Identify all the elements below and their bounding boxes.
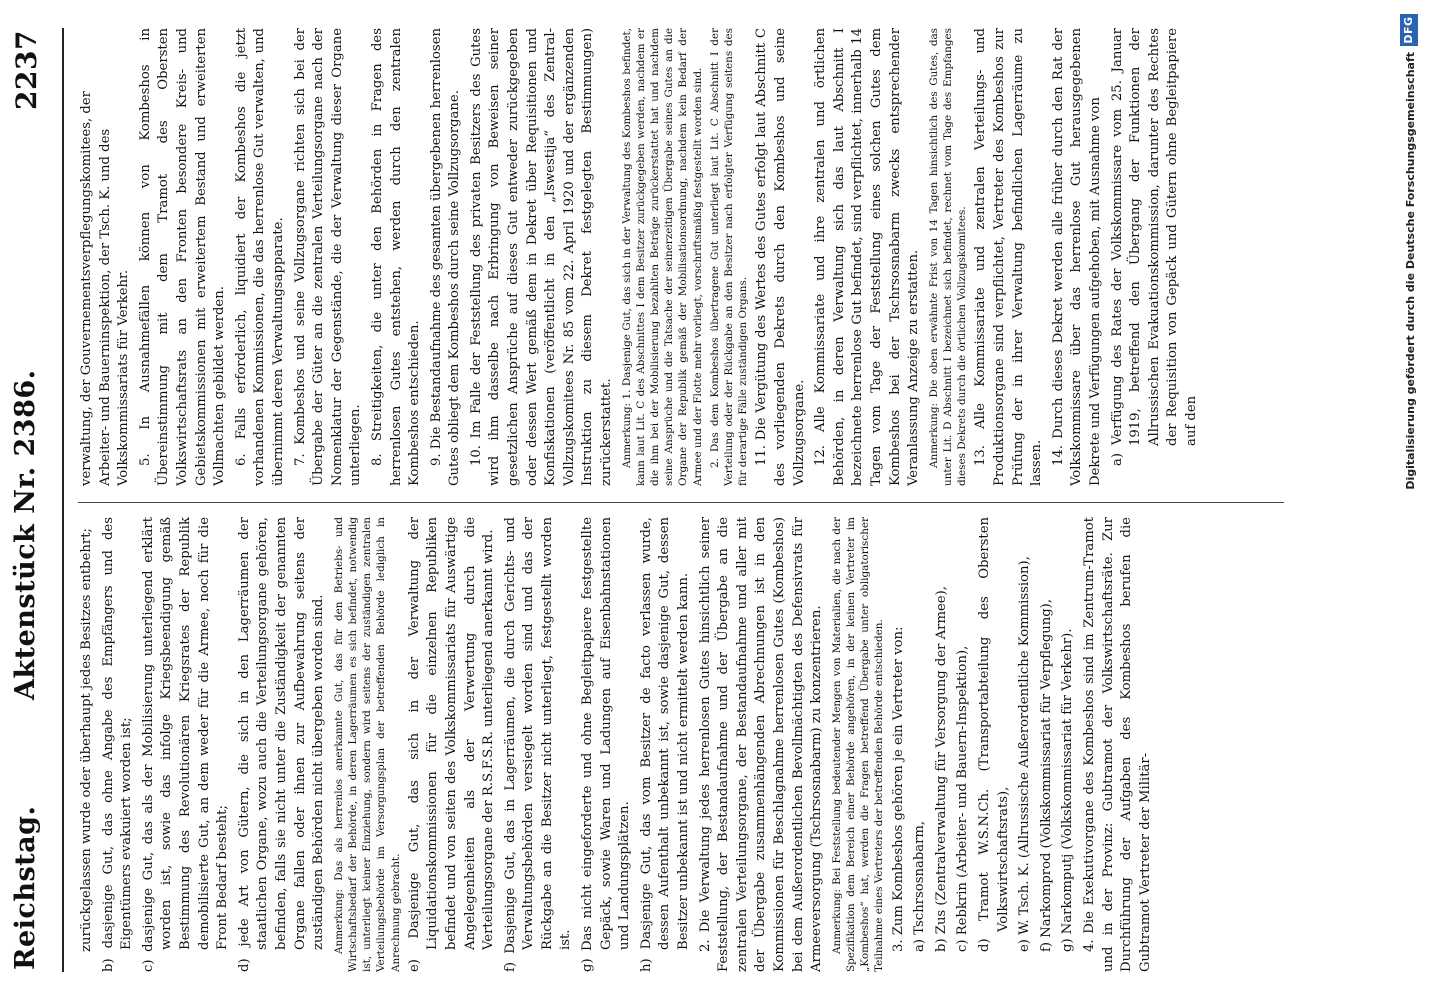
right-column-paragraph: 7. Kombeshos und seine Vollzugsorgane richten sich bei der Übergabe der Güter an die zentralen Verteilungsorgane nach der Nomenklatur der Gegenstände, die der Verwaltung dieser Organe unterliegen. [292,28,364,486]
header-institution: Reichstag. [10,805,41,970]
dfg-logo: DFG [1400,14,1418,46]
left-column-paragraph: c) Rebkrin (Arbeiter- und Bauern-Inspektion), [955,645,971,952]
digitization-note: Digitalisierung gefördert durch die Deutsche Forschungsgemeinschaft [1404,52,1417,490]
right-column-paragraph: verwaltung, der Gouvernementsverpflegungskomitees, der Arbeiter- und Bauerninspektion, der Tsch. K. und des Volkskommissariats für Verkehr. [79,91,132,486]
left-column-paragraph: Anmerkung: Das als herrenlos anerkannte Gut, das für den Betriebs- und Wirtschaftsbedarf der Behörde, in deren Lagerräumen es sich befindet, notwendig ist, unterliegt keiner Einziehung, sondern wird seitens der zuständigen zentralen Verteilungsbehörde im Versorgungsplan der betreffenden Behörde lediglich in Anrechnung gebracht. [332,517,402,972]
left-column-paragraph: zurückgelassen wurde oder überhaupt jedes Besitzes entbehrt; [79,528,94,952]
left-column-paragraph: e) Dasjenige Gut, das sich in der Verwaltung der Liquidationskommissionen für die einzelnen Republiken befindet und von seiten des Volkskommissariats für Auswärtige Angelegenheiten als der Verwertung durch die Verteilungsorgane der R.S.F.S.R. unterliegend anerkannt wird. [406,517,497,972]
left-column-paragraph: b) dasjenige Gut, das ohne Angabe des Empfängers und des Eigentümers evakuiert worden ist; [100,517,135,972]
page-number: 2237 [10,30,43,110]
page-header [0,0,60,1000]
left-column-paragraph: 4. Die Exekutivorgane des Kombeshos sind im Zentrum-Tramot und in der Provinz: Gubtramot der Volkswirtschaftsräte. Zur Durchführung der Aufgaben des Kombeshos berufen die Gubtramot Vertreter der Militär- [1081,517,1153,972]
right-column-paragraph: 12. Alle Kommissariate und ihre zentralen und örtlichen Behörden, in deren Verwaltung sich das laut Abschnitt I bezeichnete herrenlose Gut befindet, sind verpflichtet, innerhalb 14 Tagen vom Tage der Feststellung eines solchen Gutes dem Kombeshos bei der Tschrsosnabarm zwecks entsprechender Veranlassung Anzeige zu erstatten. [813,28,922,486]
left-text-column [78,517,1284,972]
right-column-paragraph: 8. Streitigkeiten, die unter den Behörden in Fragen des herrenlosen Gutes entstehen, werden durch den zentralen Kombeshos entschieden. [369,28,423,486]
right-column-paragraph: Anmerkung: Die oben erwähnte Frist von 14 Tagen hinsichtlich des Gutes, das unter Lit. D Abschnitt I bezeichnet sich befindet, rechnet vom Tage des Empfanges dieses Dekrets durch die örtlichen Vollzugskomitees. [927,28,969,486]
left-column-paragraph: g) Narkomputj (Volkskommissariat für Verkehr). [1060,628,1076,952]
right-column-paragraph: 14. Durch dieses Dekret werden alle früher durch den Rat der Volkskommissare über das herrenlose Gut herausgegebenen Dekrete und Verfügungen aufgehoben, mit Ausnahme von [1050,28,1103,486]
page-footer [1386,0,1434,1000]
right-column-paragraph: 5. In Ausnahmefällen können von Kombeshos in Übereinstimmung mit dem Tramot des Obersten Volkswirtschaftsrats an den Fronten besondere Kreis- und Gebietskommissionen mit erweitertem Bestand und erweiterten Vollmachten gebildet werden. [137,28,228,486]
left-column-paragraph: h) Dasjenige Gut, das vom Besitzer de facto verlassen wurde, dessen Aufenthalt unbekannt ist, sowie dasjenige Gut, dessen Besitzer unbekannt ist und nicht ermittelt werden kann. [638,517,692,972]
right-column-paragraph: 6. Falls erforderlich, liquidiert der Kombeshos die jetzt vorhandenen Kommissionen, die das herrenlose Gut verwalten, und übernimmt deren Verwaltungsapparate. [233,28,286,486]
left-column-paragraph: d) jede Art von Gütern, die sich in den Lagerräumen der staatlichen Organe, wozu auch die Verteilungsorgane gehören, befinden, falls sie nicht unter die Zuständigkeit der genannten Organe fallen oder ihnen zur Aufbewahrung seitens der zuständigen Behörden nicht übergeben worden sind. [236,517,327,972]
header-rule [62,28,64,972]
left-column-paragraph: f) Dasjenige Gut, das in Lagerräumen, die durch Gerichts- und Verwaltungsbehörden versiegelt worden sind und das der Rückgabe an die Besitzer nicht unterliegt, festgestellt worden ist. [502,517,574,972]
right-column-paragraph: 13. Alle Kommissariate und zentralen Verteilungs- und Produktionsorgane sind verpflichtet, Vertreter des Kombeshos zur Prüfung der in ihrer Verwaltung befindlichen Lagerräume zu lassen. [973,28,1045,486]
header-document-number: Aktenstück Nr. 2386. [10,369,41,700]
column-separator [78,502,1284,503]
right-column-paragraph: 10. Im Falle der Feststellung des privaten Besitzers des Gutes wird ihm dasselbe nach Erbringung von Beweisen seiner gesetzlichen Ansprüche auf dieses Gut entweder zurückgegeben oder dessen Wert gemäß dem in Dekret über Requisitionen und Konfiskationen (veröffentlicht in den „Iswestija“ des Zentral-Vollzugskomitees Nr. 85 vom 22. April 1920 und der ergänzenden Instruktion zu diesem Dekret festgelegten Bestimmungen) zurückerstattet. [468,28,615,486]
right-column-paragraph: a) Verfügung des Rates der Volkskommissare vom 25. Januar 1919, betreffend den Übergang der Funktionen der Allrussischen Evakuationskommission, darunter des Rechtes der Requisition von Gepäck und Gütern ohne Begleitpapiere auf den [1109,28,1199,466]
left-column-paragraph: d) Tramot W.S.N.Ch. (Transportabteilung des Obersten Volkswirtschaftsrats), [976,517,1011,952]
right-column-paragraph: 2. Das dem Kombeshos übertragene Gut unterliegt laut Lit. C Abschnitt I der Verteilung oder der Rückgabe an den Besitzer nach erfolgter Verfügung seitens des für derartige Fälle zuständigen Organs. [708,28,750,486]
left-column-paragraph: e) W. Tsch. K. (Allrussische Außerordentliche Kommission), [1017,556,1033,952]
left-column-paragraph: Anmerkung: Bei Feststellung bedeutender Mengen von Materialien, die nach der Spezifikation dem Bereich einer Behörde angehören, in der keinen Vertreter im „Kombeshos“ hat, werden die Fragen betreffend Übergabe unter obligatorischer Teilnahme eines Vertreters der betreffenden Behörde entschieden. [830,517,886,972]
left-column-paragraph: 2. Die Verwaltung jedes herrenlosen Gutes hinsichtlich seiner Feststellung, der Bestandaufnahme und der Übergabe an die zentralen Verteilungsorgane, der Bestandaufnahme und aller mit der Übergabe zusammenhängenden Abrechnungen ist in den Kommissionen für Beschlagnahme herrenlosen Gutes (Kombeshos) bei dem Außerordentlichen Bevollmächtigten des Defensivrats für Armeeversorgung (Tschrsosnabarm) zu konzentrieren. [697,517,825,972]
right-text-column [78,28,1284,486]
right-column-paragraph: 9. Die Bestandaufnahme des gesamten übergebenen herrenlosen Gutes obliegt dem Kombeshos durch seine Vollzugsorgane. [428,28,463,486]
left-column-paragraph: g) Das nicht eingeforderte und ohne Begleitpapiere festgestellte Gepäck, sowie Waren und Ladungen auf Eisenbahnstationen und Landungsplätzen. [580,517,633,972]
left-column-paragraph: 3. Zum Kombeshos gehören je ein Vertreter von: [890,626,906,952]
left-column-paragraph: c) dasjenige Gut, das als der Mobilisierung unterliegend erklärt worden ist, sowie das infolge Kriegsbeendigung gemäß Bestimmung des Revolutionären Kriegsrates der Republik demobilisierte Gut, an dem weder für die Armee, noch für die Front Bedarf besteht; [140,517,231,972]
left-column-paragraph: a) Tschrsosnabarm, [912,820,928,952]
right-column-paragraph: Anmerkung: 1. Dasjenige Gut, das sich in der Verwaltung des Kombeshos befindet, kann laut Lit. C des Abschnittes I dem Besitzer zurückgegeben werden, nachdem er die ihm bei der Mobilisierung bezahlten Beträge zurückerstattet hat und nachdem seine Ansprüche und die Tatsache der seinerzeitigen Übergabe seines Gutes an die Organe der Republik gemäß der Mobilisationsordnung, nachdem kein Bedarf der Armee und der Flotte mehr vorliegt, vorschriftsmäßig festgestellt worden sind. [620,28,704,486]
left-column-paragraph: f) Narkomprod (Volkskommissariat für Verpflegung), [1038,598,1054,952]
right-column-paragraph: 11. Die Vergütung des Wertes des Gutes erfolgt laut Abschnitt C des vorliegenden Dekrets durch den Kombeshos und seine Vollzugsorgane. [754,28,807,486]
left-column-paragraph: b) Zus (Zentralverwaltung für Versorgung der Armee), [933,586,949,952]
